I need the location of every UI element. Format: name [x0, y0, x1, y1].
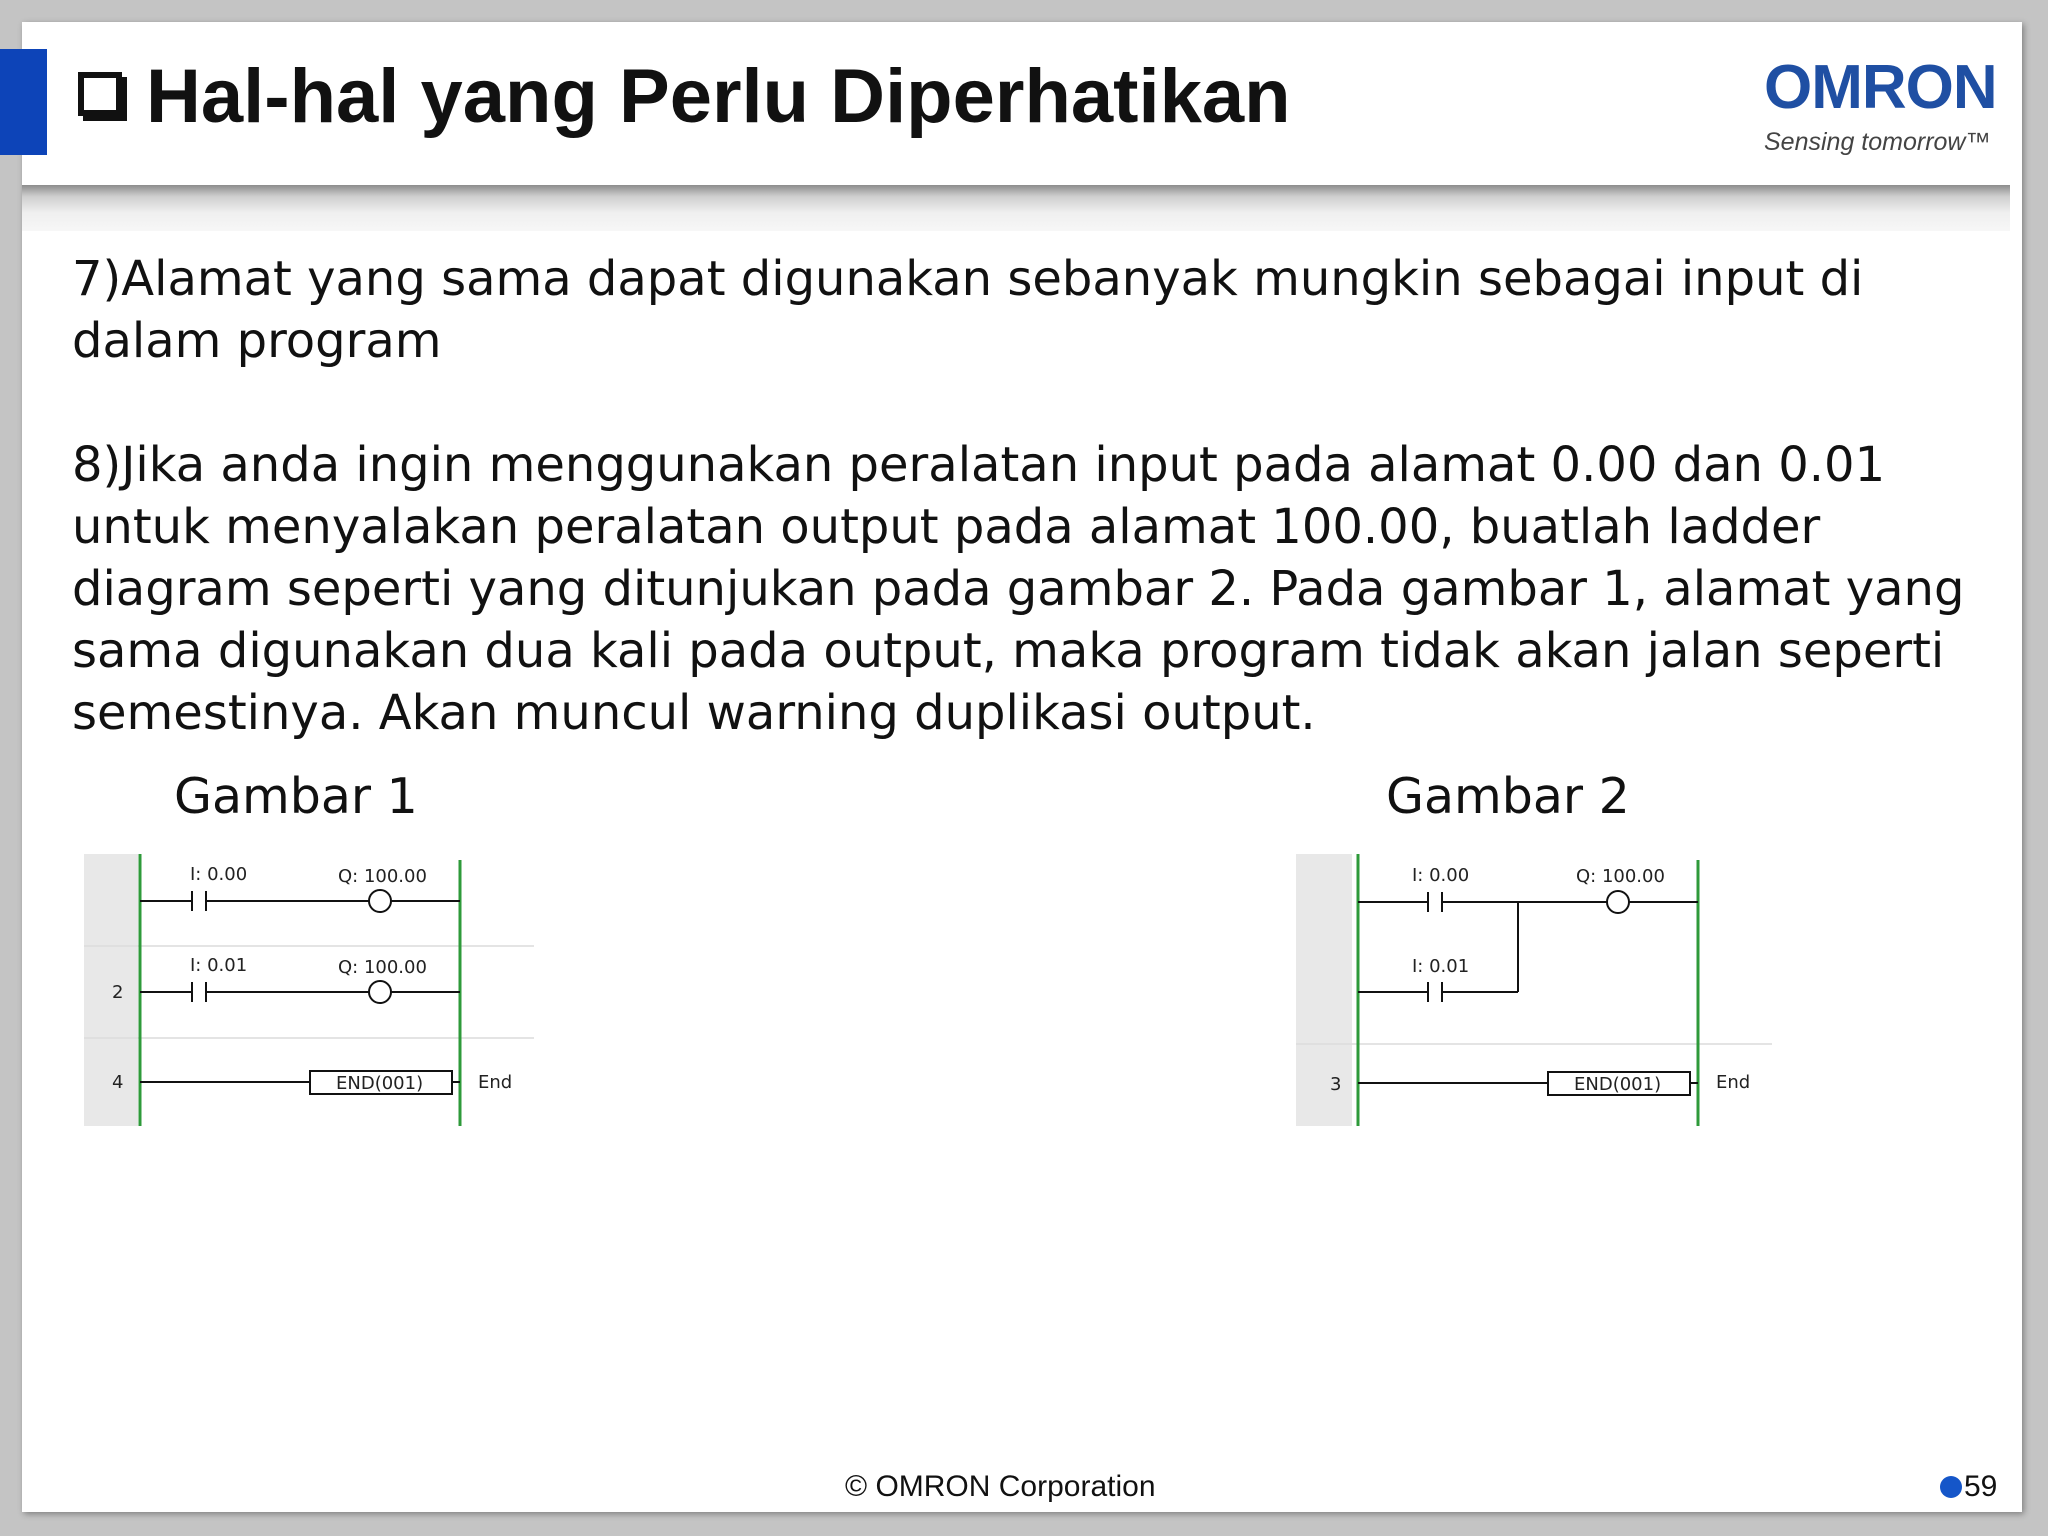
rung2-output-label: Q: 100.00 — [338, 957, 427, 978]
rung-number: 2 — [112, 982, 124, 1003]
figure-1-caption: Gambar 1 — [174, 768, 418, 825]
logo-tagline: Sensing tomorrow™ — [1764, 128, 1991, 156]
footer-copyright: © OMRON Corporation — [845, 1470, 1156, 1503]
coil-icon — [369, 890, 391, 912]
rung-number: 4 — [112, 1072, 124, 1093]
rung1-input-label: I: 0.00 — [1412, 865, 1470, 886]
page-title-text: Hal-hal yang Perlu Diperhatikan — [146, 54, 1291, 139]
page-dot-icon — [1940, 1476, 1962, 1498]
end-label: End — [1716, 1072, 1751, 1093]
coil-icon — [1607, 891, 1629, 913]
rung-number-gutter — [84, 854, 138, 1126]
rung2-input-label: I: 0.01 — [190, 955, 248, 976]
checkbox-bullet-icon — [78, 72, 122, 116]
rung1-output-label: Q: 100.00 — [1576, 866, 1665, 887]
rung1-input-label: I: 0.00 — [190, 864, 248, 885]
omron-logo — [1740, 52, 2010, 162]
page-number-text: 59 — [1964, 1470, 1998, 1503]
ladder-diagram-1 — [84, 852, 534, 1128]
header-shadow-band — [22, 185, 2010, 231]
rung1-branch-input-label: I: 0.01 — [1412, 956, 1470, 977]
ladder-diagram-2 — [1296, 852, 1772, 1128]
end-label: End — [478, 1072, 513, 1093]
rung-number-gutter — [1296, 854, 1352, 1126]
figure-2-caption: Gambar 2 — [1386, 768, 1630, 825]
end-instruction-label: END(001) — [1574, 1074, 1662, 1095]
slide — [22, 22, 2022, 1512]
rung1-output-label: Q: 100.00 — [338, 866, 427, 887]
logo-wordmark: OMRON — [1764, 53, 1997, 122]
point-8-text: 8)Jika anda ingin menggunakan peralatan input pada alamat 0.00 dan 0.01 untuk menyalakan peralatan output pada alamat 100.00, buatlah ladder diagram seperti yang ditunjukan pada gambar 2. Pada gambar 1, alamat yang sama digunakan dua kali pada output, maka program tidak akan jalan seperti semestinya. Akan muncul warning duplikasi output. — [72, 437, 1965, 741]
end-instruction-label: END(001) — [336, 1073, 424, 1094]
page-number — [1940, 1470, 1997, 1504]
point-7-text: 7)Alamat yang sama dapat digunakan sebanyak mungkin sebagai input di dalam program — [72, 251, 1864, 369]
rung-number: 3 — [1330, 1074, 1342, 1095]
coil-icon — [369, 981, 391, 1003]
page-title — [78, 52, 1291, 142]
title-accent-bar — [0, 49, 47, 155]
